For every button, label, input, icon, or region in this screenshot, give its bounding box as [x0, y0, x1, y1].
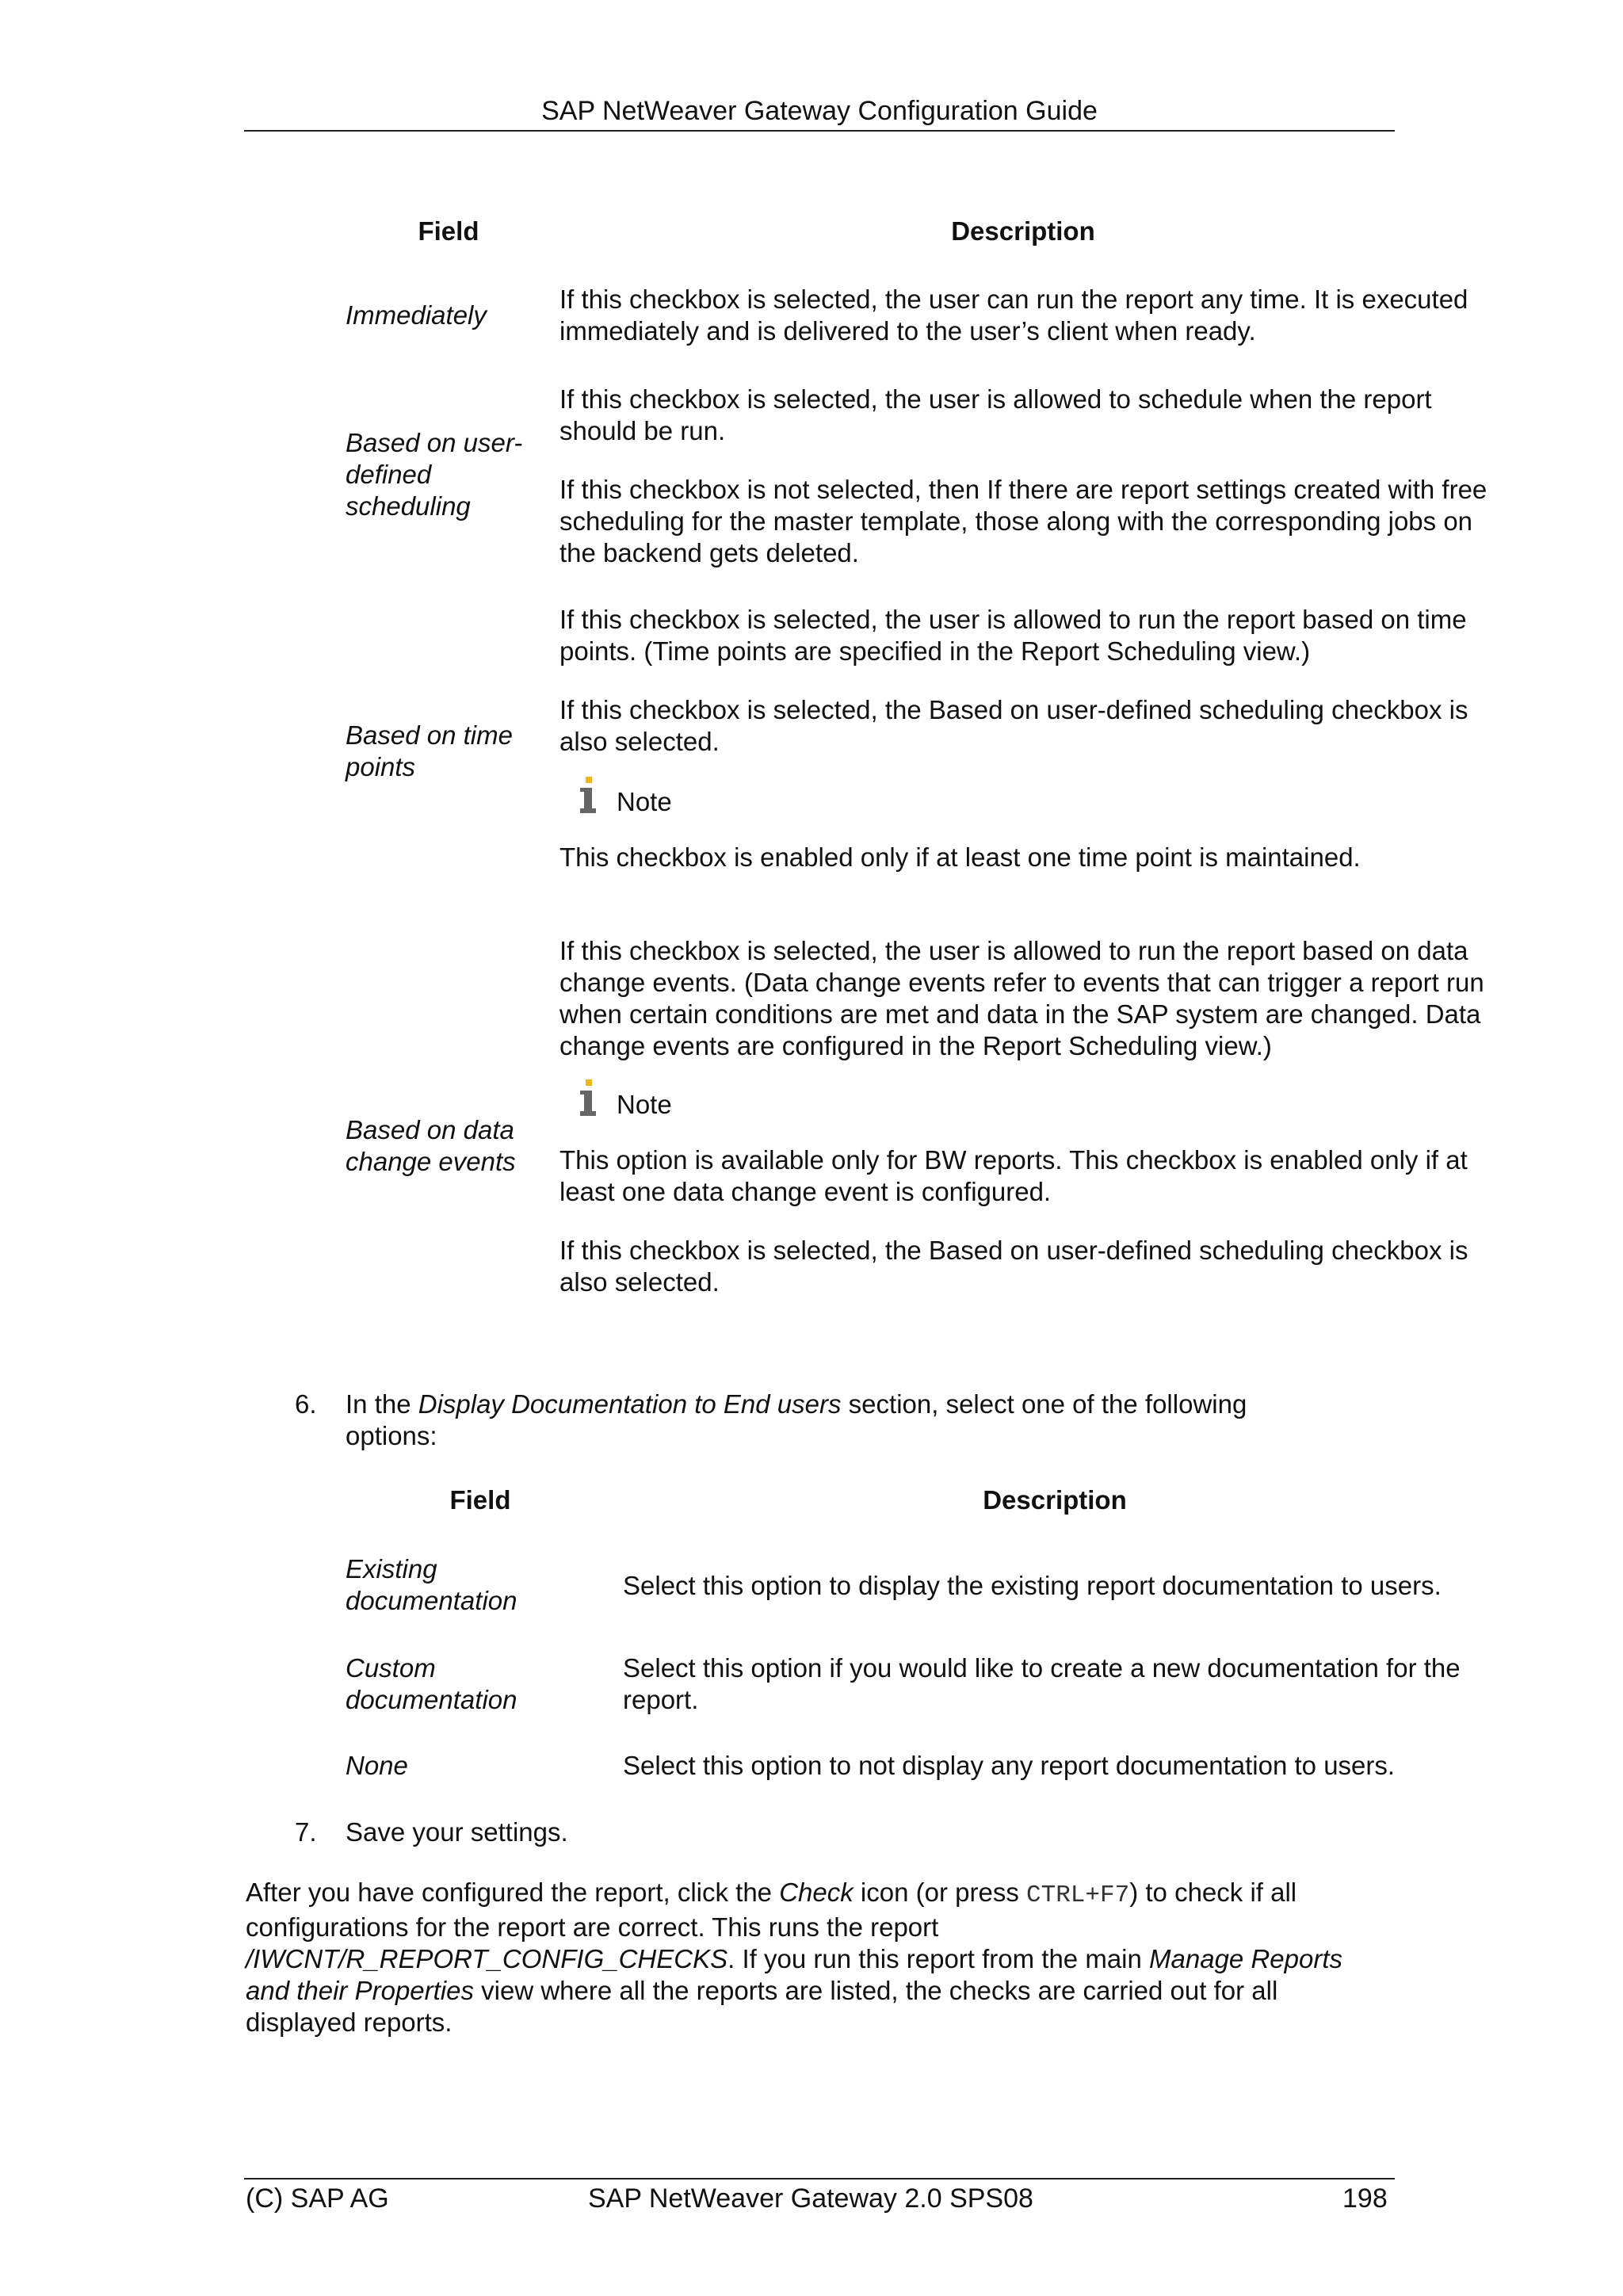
table1-row4-description [559, 935, 1495, 1298]
table1-row2-para1: If this checkbox is selected, the user is allowed to schedule when the report should be run. [559, 384, 1432, 445]
table1-row3-note-label: Note [617, 787, 672, 816]
info-icon [577, 777, 601, 818]
table1-row3-note-text: This checkbox is enabled only if at least one time point is maintained. [559, 842, 1361, 872]
closing-text-3: icon (or press [853, 1878, 1026, 1907]
table1-row4-field: Based on data change events [346, 1115, 516, 1176]
table1-row4-note-text: This option is available only for BW reports. This checkbox is enabled only if at least one data change event is configured. [559, 1145, 1468, 1206]
table1-row2-description [559, 384, 1495, 569]
table1-row4-after-note: If this checkbox is selected, the Based on user-defined scheduling checkbox is also selected. [559, 1236, 1468, 1297]
table1-header-description: Description [951, 216, 1095, 246]
table1-row2-field: Based on user- defined scheduling [346, 428, 523, 521]
table1-row1-description [559, 284, 1495, 347]
closing-text-7: . If you run this report from the main [727, 1944, 1150, 1973]
table1-row3-description [559, 604, 1495, 873]
footer-product: SAP NetWeaver Gateway 2.0 SPS08 [588, 2183, 1033, 2214]
closing-shortcut: CTRL+F7 [1026, 1881, 1130, 1909]
table1-row4-para1: If this checkbox is selected, the user is allowed to run the report based on data change events. (Data change events refer to events that can trigger a report run when certain conditions are met and data in the SAP system are changed. Data change events are configured in the Report Scheduling view.) [559, 936, 1484, 1060]
table1-row4-note-label: Note [617, 1090, 672, 1119]
step6-number: 6. [295, 1389, 317, 1419]
table2-row1-field: Existing documentation [346, 1554, 517, 1615]
table2-row1-description: Select this option to display the existing report documentation to users. [623, 1571, 1442, 1600]
page-header: SAP NetWeaver Gateway Configuration Guide [244, 94, 1395, 132]
table1-header-field: Field [418, 216, 479, 246]
table1-row2-para2: If this checkbox is not selected, then If there are report settings created with free scheduling for the master template, those along with the corresponding jobs on the backend gets deleted. [559, 475, 1487, 567]
table1-row3-note [577, 777, 1495, 818]
footer-divider [244, 2178, 1395, 2179]
table1-row3-para1: If this checkbox is selected, the user is allowed to run the report based on time points. (Time points are specified in the Report Scheduling view.) [559, 605, 1467, 666]
table1-row3-field: Based on time points [346, 720, 513, 781]
info-icon [577, 1079, 601, 1121]
closing-paragraph [246, 1877, 1371, 2038]
table2-row3-field: None [346, 1751, 408, 1780]
table2-row2-field: Custom documentation [346, 1653, 517, 1714]
footer-page-number: 198 [1342, 2183, 1388, 2214]
table2-header-description: Description [983, 1485, 1127, 1515]
table1-row1-field: Immediately [346, 300, 487, 330]
closing-text-5: ) to check if all configurations for the report are correct. This runs the report [246, 1878, 1297, 1942]
table1-row3-para2: If this checkbox is selected, the Based on user-defined scheduling checkbox is also selected. [559, 695, 1468, 756]
closing-view-name: Manage Reports and their Properties [246, 1944, 1343, 2005]
closing-check-italic: Check [779, 1878, 854, 1907]
table1-row1-para1: If this checkbox is selected, the user can run the report any time. It is executed immediately and is delivered to the user’s client when ready. [559, 285, 1468, 346]
table2-row3-description: Select this option to not display any report documentation to users. [623, 1751, 1396, 1780]
closing-report-name: /IWCNT/R_REPORT_CONFIG_CHECKS [246, 1944, 728, 1973]
table1-row4-note [577, 1079, 1495, 1121]
closing-text-9: view where all the reports are listed, the checks are carried out for all displayed reports. [246, 1976, 1278, 2037]
step6-text-italic: Display Documentation to End users [418, 1389, 842, 1419]
step6-text-b: section, select one of the following options: [346, 1389, 1247, 1450]
step7-number: 7. [295, 1817, 317, 1847]
step6-text-a: In the [346, 1389, 418, 1419]
step6-text [346, 1389, 1336, 1452]
closing-text-1: After you have configured the report, click the [246, 1878, 780, 1907]
step7-text: Save your settings. [346, 1817, 568, 1847]
table2-header-field: Field [449, 1485, 511, 1515]
table2-row2-description: Select this option if you would like to create a new documentation for the report. [623, 1653, 1461, 1714]
footer-copyright: (C) SAP AG [246, 2183, 389, 2214]
